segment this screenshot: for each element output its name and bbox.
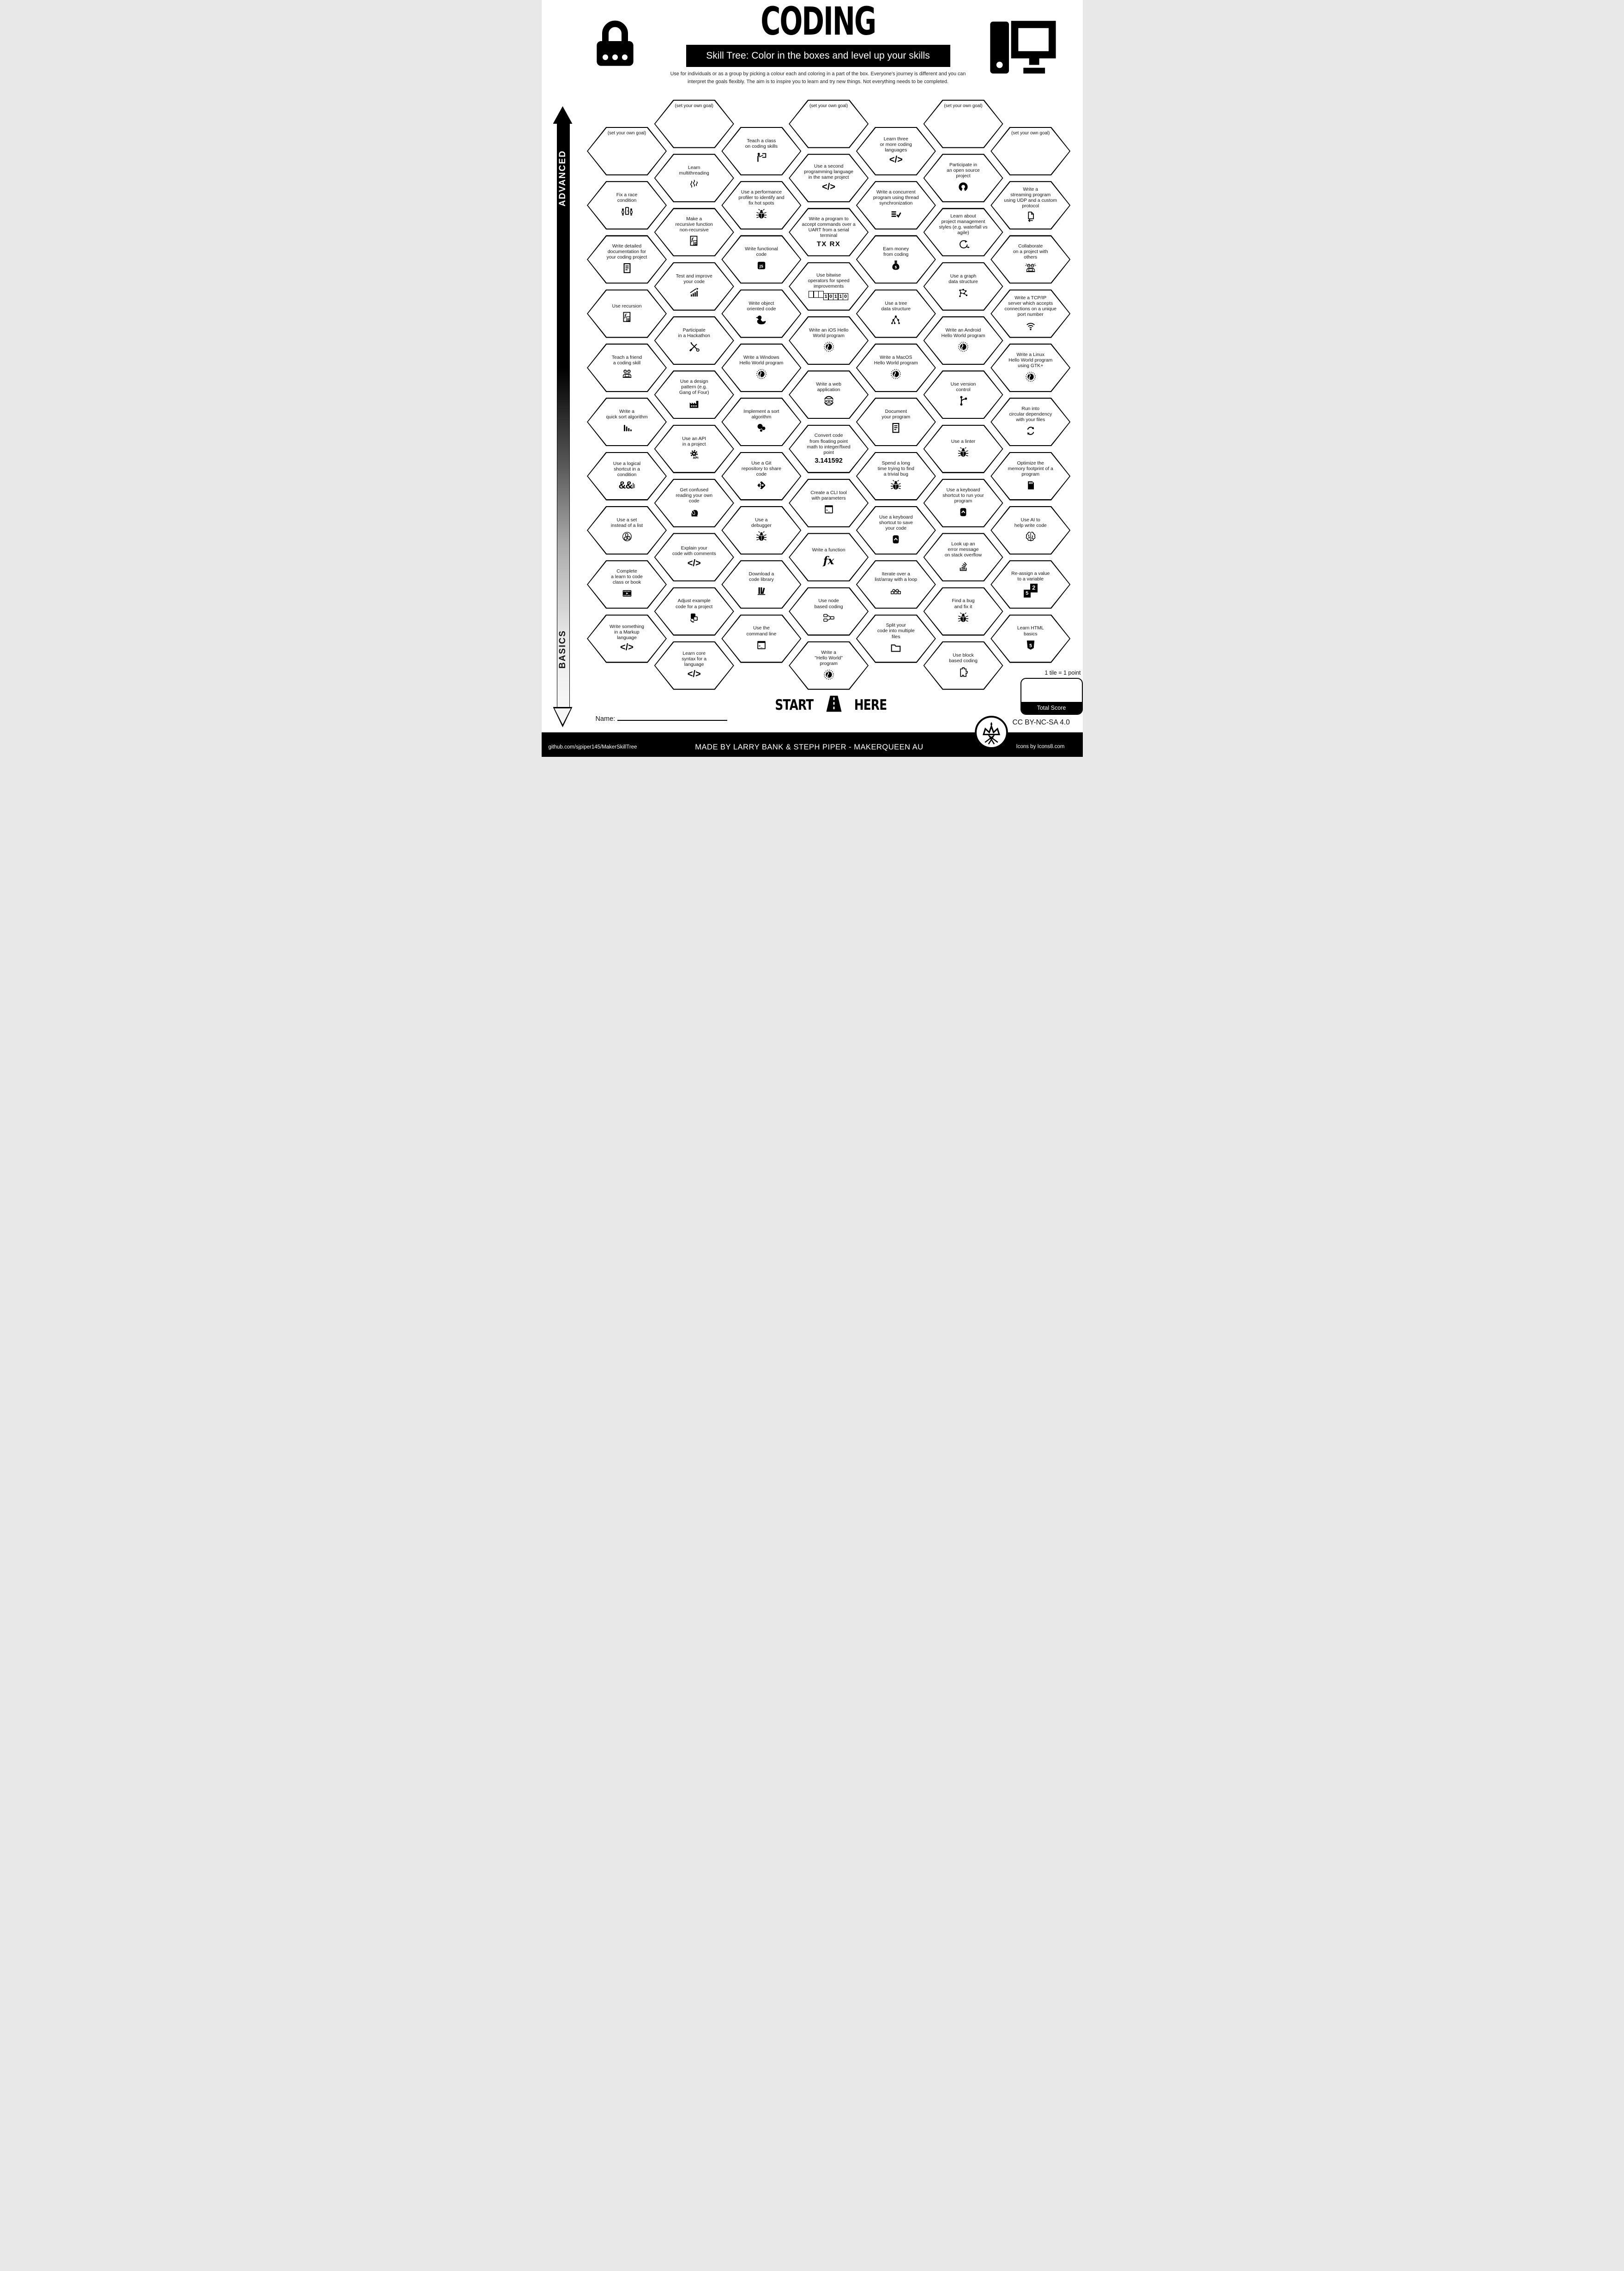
video-lesson-icon <box>621 587 634 600</box>
hex-grid <box>542 0 1083 757</box>
hex-tile-label: Use an API in a project <box>682 436 706 447</box>
hex-tile-label: Download a code library <box>749 572 774 583</box>
hex-tile-label: Write detailed documentation for your coding project <box>606 244 647 260</box>
sort-blobs-icon <box>755 422 768 435</box>
hex-tile-label: Re-assign a value to a variable <box>1011 571 1050 582</box>
hex-tile-label: Earn money from coding <box>883 247 909 258</box>
bug-icon <box>957 446 970 459</box>
set-icon <box>621 530 634 543</box>
makerqueen-logo-icon <box>974 715 1008 752</box>
hex-tile-label: Get confused reading your own code <box>676 487 713 504</box>
hex-tile-label: Use a second programming language in the same project <box>804 163 854 180</box>
hex-tile-label: Use recursion <box>612 303 642 309</box>
hex-tile-label: Write a Windows Hello World program <box>739 355 784 366</box>
money-bag-icon <box>889 259 902 272</box>
hex-tile-label: Use a logical shortcut in a condition <box>613 461 641 477</box>
name-label: Name: <box>595 715 616 723</box>
hex-tile-label: Write functional code <box>745 247 778 258</box>
hex-tile-label: Write a TCP/IP server which accepts connections on a unique port number <box>1004 295 1057 317</box>
poster-page <box>542 0 1083 757</box>
terminal-icon <box>755 639 768 652</box>
friends-laptop-icon <box>621 368 634 381</box>
hex-tile-label: Teach a class on coding skills <box>745 138 778 149</box>
hex-tile-label: Use block based coding <box>949 652 978 664</box>
footer-icons-credit[interactable]: Icons by Icons8.com <box>1016 744 1065 749</box>
threads-icon <box>688 178 700 191</box>
hex-tile-label: Use a design pattern (e.g. Gang of Four) <box>679 379 709 396</box>
hex-tile-label: Write a concurrent program using thread synchronization <box>873 190 919 206</box>
svg-text:>_: >_ <box>826 508 830 512</box>
library-icon <box>755 584 768 597</box>
road-icon <box>822 694 846 716</box>
hex-tile-label: Learn multithreading <box>679 165 709 176</box>
growth-chart-icon <box>688 286 700 299</box>
code-tag-icon: </> <box>620 642 634 653</box>
hex-tile-label: Write a "Hello World" program <box>815 650 843 666</box>
globe-icon <box>755 368 768 381</box>
globe-icon <box>889 368 902 381</box>
hackathon-tools-icon <box>688 340 700 353</box>
name-field <box>596 714 728 723</box>
hex-tile[interactable] <box>990 344 1070 392</box>
puzzle-icon <box>957 665 970 678</box>
folder-icon <box>889 641 902 654</box>
collaborate-icon <box>1024 262 1037 275</box>
hex-tile-label: Write a function <box>812 547 845 553</box>
hex-tile-label: Write an Android Hello World program <box>941 327 985 338</box>
hex-tile-label: Convert code from floating point math to integer/fixed point <box>807 433 851 455</box>
svg-text:5: 5 <box>1029 643 1032 648</box>
start-here <box>770 694 891 716</box>
hex-tile-label: Use a graph data structure <box>948 273 978 284</box>
hex-tile-label: (set your own goal) <box>944 103 983 109</box>
hex-tile-label: Use a debugger <box>751 517 772 528</box>
hex-tile-label: Use a set instead of a list <box>610 517 643 528</box>
hex-tile-label: Use a Git repository to share code <box>741 460 781 477</box>
hex-tile-label: Use a keyboard shortcut to run your program <box>942 487 984 504</box>
facepalm-icon <box>688 506 700 519</box>
hex-tile-label: Teach a friend a coding skill <box>611 355 642 366</box>
svg-text:www: www <box>824 399 833 403</box>
logical-operators-icon: && || <box>618 479 635 491</box>
keycap-icon <box>889 533 902 546</box>
code-tag-icon: </> <box>687 558 701 568</box>
svg-text:f: f <box>627 318 628 321</box>
hex-tile-label: Optimize the memory footprint of a program <box>1008 460 1053 477</box>
here-label: HERE <box>854 696 887 713</box>
hex-tile-label: Learn core syntax for a language <box>682 651 707 668</box>
hex-tile-label: Use a keyboard shortcut to save your code <box>879 514 913 531</box>
hex-tile-label: Write a program to accept commands over a UART from a serial terminal <box>802 216 856 238</box>
hex-tile-label: Use a performance profiler to identify and fix hot spots <box>738 190 785 206</box>
hex-tile-label: Document your program <box>881 409 911 420</box>
hex-tile-label: Use version control <box>950 382 976 393</box>
total-score-label: Total Score <box>1021 702 1082 714</box>
hex-tile-label: Write a quick sort algorithm <box>606 409 648 420</box>
ai-brain-icon <box>1024 530 1037 543</box>
svg-text:JS: JS <box>759 264 764 269</box>
hex-tile-label: Participate in a Hackathon <box>678 327 710 338</box>
hex-tile-label: Implement a sort algorithm <box>743 409 779 420</box>
hex-tile-label: Write object oriented code <box>747 301 776 312</box>
binary-icon: 1 0 1 1 0 <box>809 291 848 300</box>
globe-icon <box>957 340 970 353</box>
subtitle-banner: Skill Tree: Color in the boxes and level up your skills <box>686 45 950 67</box>
description-line1: Use for individuals or as a group by picking a colour each and coloring in a part of the box. Everyone's journey is different and you can <box>670 71 966 77</box>
hex-tile[interactable] <box>990 290 1070 338</box>
svg-text:f: f <box>691 238 694 243</box>
hex-tile-label: Write a Linux Hello World program using GTK+ <box>1008 352 1053 369</box>
document-icon <box>889 422 902 435</box>
copy-code-icon <box>688 611 700 624</box>
hex-tile-label: Create a CLI tool with parameters <box>810 490 847 501</box>
hex-tile-label: (set your own goal) <box>607 130 646 136</box>
stack-overflow-icon <box>957 560 970 573</box>
pi-number-icon: 3.141592 <box>815 457 843 465</box>
hex-tile-label: Write an iOS Hello World program <box>809 327 849 338</box>
hex-tile-label: Write something in a Markup language <box>610 624 644 641</box>
sorted-bars-icon <box>621 422 634 435</box>
hex-tile-label: Run into circular dependency with your files <box>1009 406 1052 423</box>
hex-tile-label: Collaborate on a project with others <box>1013 244 1048 260</box>
reassign-icon: 5 2 <box>1024 584 1038 598</box>
git-branch-icon <box>957 394 970 407</box>
file-transfer-icon <box>1024 211 1037 223</box>
hex-tile[interactable] <box>990 181 1070 230</box>
factory-icon <box>688 397 700 410</box>
api-gear-icon <box>688 449 700 462</box>
terminal-icon <box>822 503 835 516</box>
recursion-icon <box>688 235 700 248</box>
hex-tile-label: Explain your code with comments <box>672 545 716 556</box>
hex-tile-label: Use AI to help write code <box>1014 517 1047 528</box>
hex-tile-label: Learn HTML basics <box>1017 626 1044 637</box>
agile-loop-icon <box>957 238 970 251</box>
hex-tile-label: Test and improve your code <box>676 273 712 284</box>
advanced-label: ADVANCED <box>557 150 567 207</box>
hex-tile-label: Use a linter <box>951 439 976 444</box>
globe-icon <box>1024 370 1037 383</box>
code-tag-icon: </> <box>822 181 836 192</box>
hex-tile-label: Split your code into multiple files <box>877 623 915 640</box>
hex-tile-label: (set your own goal) <box>675 103 713 109</box>
circular-arrows-icon <box>1024 424 1037 437</box>
hex-tile-label: Use a tree data structure <box>881 301 911 312</box>
open-source-icon <box>957 181 970 193</box>
node-graph-icon <box>822 611 835 624</box>
loop-boxes-icon <box>889 584 902 597</box>
basics-label: BASICS <box>557 630 567 669</box>
hex-tile[interactable] <box>990 235 1070 284</box>
bug-icon <box>889 479 902 492</box>
start-label: START <box>774 696 813 713</box>
hex-tile-label: Learn three or more coding languages <box>880 137 912 153</box>
hex-tile-label: Complete a learn to code class or book <box>611 569 643 586</box>
teacher-board-icon <box>755 151 768 164</box>
memory-card-icon <box>1024 479 1037 492</box>
hex-tile-label: Use the command line <box>746 626 777 637</box>
hex-tile-label: Participate in an open source project <box>947 163 980 179</box>
hex-tile[interactable] <box>990 398 1070 446</box>
svg-text:API: API <box>693 456 699 460</box>
cc-license-label: CC BY-NC-SA 4.0 <box>1012 719 1070 726</box>
hex-tile-label: (set your own goal) <box>809 103 848 109</box>
wifi-icon <box>1024 319 1037 332</box>
globe-icon <box>822 668 835 681</box>
svg-text:f: f <box>628 319 629 321</box>
document-icon <box>621 262 634 275</box>
svg-text:f: f <box>624 314 626 319</box>
fx-icon: fx <box>823 554 834 567</box>
hex-tile-label: Make a recursive function non-recursive <box>675 217 713 233</box>
hex-tile-label: Write a web application <box>816 382 841 393</box>
hex-tile-label: Write a streaming program using UDP and a custom protocol <box>1004 187 1057 209</box>
description-line2: interpret the goals flexibly. The aim is to inspire you to learn and try new things. Not everything needs to be completed. <box>688 79 948 85</box>
graph-icon <box>957 286 970 299</box>
svg-text:f: f <box>694 242 695 245</box>
hex-tile-label: Use bitwise operators for speed improvements <box>808 272 850 289</box>
hex-tile-label: Fix a race condition <box>616 193 638 204</box>
svg-text:>_: >_ <box>758 644 763 648</box>
total-score-box[interactable] <box>1020 678 1083 715</box>
bug-icon <box>755 208 768 221</box>
duck-icon <box>755 314 768 326</box>
list-check-icon <box>889 208 902 221</box>
hex-tile-label: Iterate over a list/array with a loop <box>875 572 918 583</box>
bug-icon <box>957 611 970 624</box>
html5-icon <box>1024 639 1037 652</box>
code-tag-icon: </> <box>687 669 701 680</box>
page-title: CODING <box>761 0 875 44</box>
hex-tile-label: Spend a long time trying to find a trivial bug <box>877 460 914 477</box>
keycap-icon <box>957 506 970 519</box>
hex-tile-label: Use node based coding <box>814 598 843 610</box>
recursion-icon <box>621 311 634 324</box>
tile-point-note: 1 tile = 1 point <box>1044 670 1081 676</box>
hex-tile[interactable] <box>990 560 1070 609</box>
tree-icon <box>889 314 902 326</box>
hex-tile[interactable] <box>990 506 1070 555</box>
footer-repo-link[interactable]: github.com/sjpiper145/MakerSkillTree <box>548 744 637 750</box>
hex-tile[interactable] <box>990 615 1070 663</box>
js-badge-icon <box>755 259 768 272</box>
race-door-icon <box>621 205 634 218</box>
hex-tile-label: Adjust example code for a project <box>676 598 713 610</box>
hex-tile[interactable] <box>990 127 1070 175</box>
hex-tile-label: Find a bug and fix it <box>952 598 975 610</box>
svg-text:$: $ <box>894 265 897 270</box>
svg-text:f: f <box>695 243 696 245</box>
hex-tile-label: Write a MacOS Hello World program <box>874 355 918 366</box>
code-tag-icon: </> <box>889 155 903 165</box>
tx-rx-icon: TX RX <box>816 240 841 248</box>
hex-tile[interactable] <box>990 452 1070 501</box>
hex-tile-label: Learn about project management styles (e.g. waterfall vs agile) <box>939 214 988 236</box>
name-input-line[interactable] <box>617 714 727 721</box>
globe-icon <box>822 340 835 353</box>
www-globe-icon <box>822 394 835 407</box>
hex-tile-label: (set your own goal) <box>1011 130 1050 136</box>
footer-credit: MADE BY LARRY BANK & STEPH PIPER - MAKERQUEEN AU <box>695 743 924 751</box>
bug-icon <box>755 530 768 543</box>
git-diamond-icon <box>755 479 768 492</box>
hex-tile-label: Look up an error message on stack overflow <box>944 542 982 558</box>
